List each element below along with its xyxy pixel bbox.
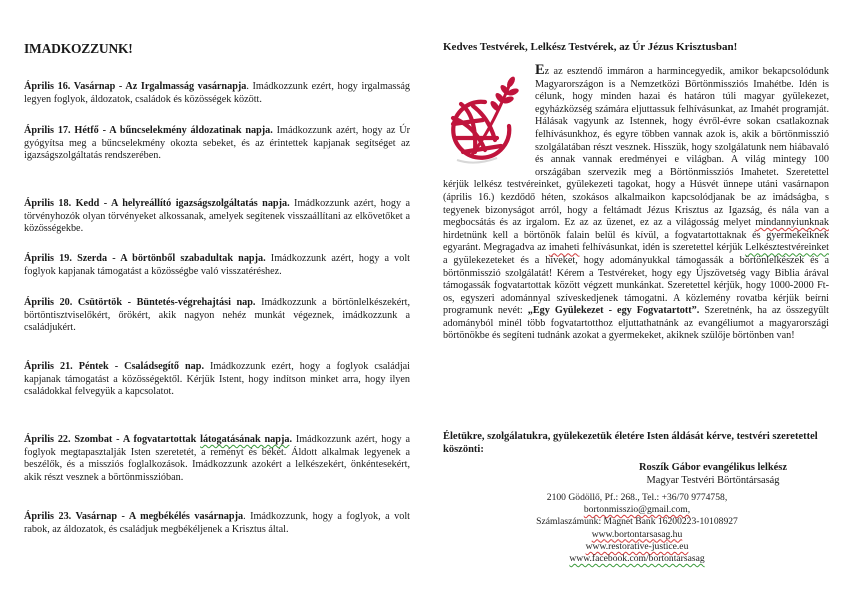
letter-text: Szeretnénk, ha az összegyűlt adományból minél több fogvatartotthoz eljuttathatnánk az evangéliumot a magyarországi börtönökbe és segíteni tudnánk azokat a gyermekeket, akiknek szülője börtönben van!	[443, 305, 829, 342]
website-link-text[interactable]: www.bortontarsasag.hu	[591, 528, 683, 540]
day-text: Imádkozzunk azért, hogy a volt foglyok kapjanak támogatást a közösségbe való visszatéréshez.	[24, 253, 410, 277]
day-text: Imádkozzunk azért, hogy a törvényhozók olyan törvényeket alkossanak, amelyek segítenek visszaállítani az elkövetőket a közösségekbe.	[24, 198, 410, 235]
grammar-word: Lelkésztestvéreinket	[745, 242, 829, 254]
closing-line: Életükre, szolgálatukra, gyülekezetük életére Isten áldását kérve, testvéri szeretettel köszönti:	[443, 431, 818, 455]
spellcheck-word: mindannyiunknak	[755, 217, 829, 229]
letter-text: felhívásunkat, idén is szeretettel kérjük	[579, 242, 746, 254]
letter-text: hirdetnünk kell a börtönök falain belül és kívül, a fogvatartottaknak és gyermekeiknek egyaránt. Megragadva az	[443, 229, 829, 254]
day-heading: Április 16. Vasárnap - Az Irgalmasság vasárnapja	[24, 81, 247, 92]
facebook-link-text[interactable]: www.facebook.com/bortontarsasag	[569, 553, 705, 565]
website-link[interactable]	[517, 529, 757, 541]
day-heading: Április 21. Péntek - Családsegítő nap.	[24, 361, 204, 372]
page-title: IMADKOZZUNK!	[24, 41, 133, 56]
website-link-text[interactable]: www.restorative-justice.eu	[585, 540, 689, 552]
day-text: Imádkozzunk azért, hogy az Úr gyógyítsa meg a bűncselekmény okozta sebeket, és az érintettek kapjanak segítséget az igazságszolgáltatás rendszerében.	[24, 125, 410, 162]
greeting-heading: Kedves Testvérek, Lelkész Testvérek, az Úr Jézus Krisztusban!	[443, 41, 738, 53]
signer-organization: Magyar Testvéri Börtöntársaság	[646, 475, 780, 486]
prayer-day	[24, 125, 410, 163]
day-heading: Április 17. Hétfő - A bűncselekmény áldozatinak napja.	[24, 125, 273, 136]
day-text: Imádkozzunk azért, hogy a foglyok megtapasztalják Isten szeretetét, a reményt és békét. Áldott alkalmak legyenek a beszélők, és a missziós foglalkozások. Imádkozzunk azokért a lelkészekért, önkéntesekért, akik részt vesznek a börtönmisszióban.	[24, 434, 411, 483]
logo-space	[443, 64, 535, 171]
website-link[interactable]	[517, 541, 757, 553]
prayer-day	[24, 361, 410, 399]
contact-block	[517, 492, 757, 565]
letter-text: a gyülekezeteket és a híveket, hogy adományukkal támogassák a börtönlelkészek és a börtönmisszió szolgálatát! Kérem a Testvéreket, hogy egy Újszövetség vagy Biblia árával támogassák fogvatartottak között végzett munkánkat. Szeretettel kérjük, hogy 1000-2000 Ft-os, egyszeri adománnyal szíveskedjenek támogatni. A közlemény rovatba kérjük beírni programunk nevét:	[443, 254, 829, 317]
prayer-day	[24, 198, 410, 236]
program-name: „Egy Gyülekezet - egy Fogvatartott”.	[527, 305, 700, 317]
day-text: Imádkozzunk ezért, hogy a foglyok családjai kapjanak támogatást a közösségektől. Kérjük Istent, hogy indítson minket arra, hogy ilyen családokkal felvegyük a kapcsolatot.	[24, 361, 410, 398]
day-heading: Április 23. Vasárnap - A megbékélés vasárnapja	[24, 511, 244, 522]
prayer-day	[24, 434, 410, 484]
letter-text: z az esztendő immáron a harmincegyedik, amikor bekapcsolódunk Magyarországon is a Nemzetközi Börtönmissziós Imahétbe. Idén is célunk, hogy minden hazai és határon túli magyar gyülekezet, egyházközség számára eljuttassuk felhívásunkat, az Imahét programját. Hálásak vagyunk az Istennek, hogy évről-évre sokan csatlakoznak felhívásunkhoz, és egyre többen vannak azok is, akik a börtönmisszió szolgálatában részt vesznek. Hisszük, hogy szolgálatunk nem hiábavaló és annak vannak eredményei e világban. A világ mintegy 100 országában szervezik meg a Börtönmissziós Imahetet. Szeretettel kérjük lelkész testvéreinket, gyülekezeti tagokat, hogy a Húsvét ünnepe utáni vasárnapon (április 16.) kezdődő héten, szokásos alkalmaikon kapcsolódjanak be az imádságba, s tegyenek bizonyságot arról, hogy a feltámadt Jézus Krisztus az Igazság, és nála van a megbocsátás és az irgalom. Ez az az üzenet, ez az a világosság melyet	[443, 66, 829, 229]
prayer-day	[24, 253, 410, 278]
day-text: . Imádkozzunk, hogy a foglyok, a volt rabok, az áldozatok, és családjuk megbékéljenek a Krisztus által.	[24, 511, 410, 535]
letter-body	[443, 64, 829, 343]
day-text: . Imádkozzunk ezért, hogy irgalmasság legyen foglyok, áldozatok, családok és közösségek között.	[24, 81, 410, 105]
day-heading	[24, 434, 292, 445]
signature	[593, 461, 833, 487]
facebook-link[interactable]	[517, 553, 757, 565]
day-heading-marked: látogatásának napja	[200, 434, 290, 445]
day-text: Imádkozzunk a börtönlelkészekért, börtöntisztviselőkért, őrökért, akik nagyon nehéz munkát végeznek, imádkozzunk a családjukért.	[24, 297, 410, 334]
email-link[interactable]: bortonmisszio@gmail.com,	[583, 504, 691, 516]
prayer-day	[24, 81, 410, 106]
address: 2100 Gödöllő, Pf.: 268., Tel.: +36/70 9774758,	[546, 492, 728, 503]
drop-cap: E	[535, 62, 545, 78]
signer-name: Roszík Gábor evangélikus lelkész	[639, 462, 787, 473]
bank-account: Számlaszámunk: Magnet Bank 16200223-10108927	[536, 516, 738, 528]
day-heading: Április 20. Csütörtök - Büntetés-végrehajtási nap.	[24, 297, 256, 308]
day-heading-part: Április 22. Szombat - A fogvatartottak	[24, 434, 201, 445]
prayer-day	[24, 511, 410, 536]
prayer-day	[24, 297, 410, 335]
spellcheck-word: imaheti	[548, 242, 580, 254]
day-heading: Április 19. Szerda - A börtönből szabadultak napja.	[24, 253, 266, 264]
day-heading: Április 18. Kedd - A helyreállító igazságszolgáltatás napja.	[24, 198, 290, 209]
day-heading-part: .	[289, 434, 292, 445]
